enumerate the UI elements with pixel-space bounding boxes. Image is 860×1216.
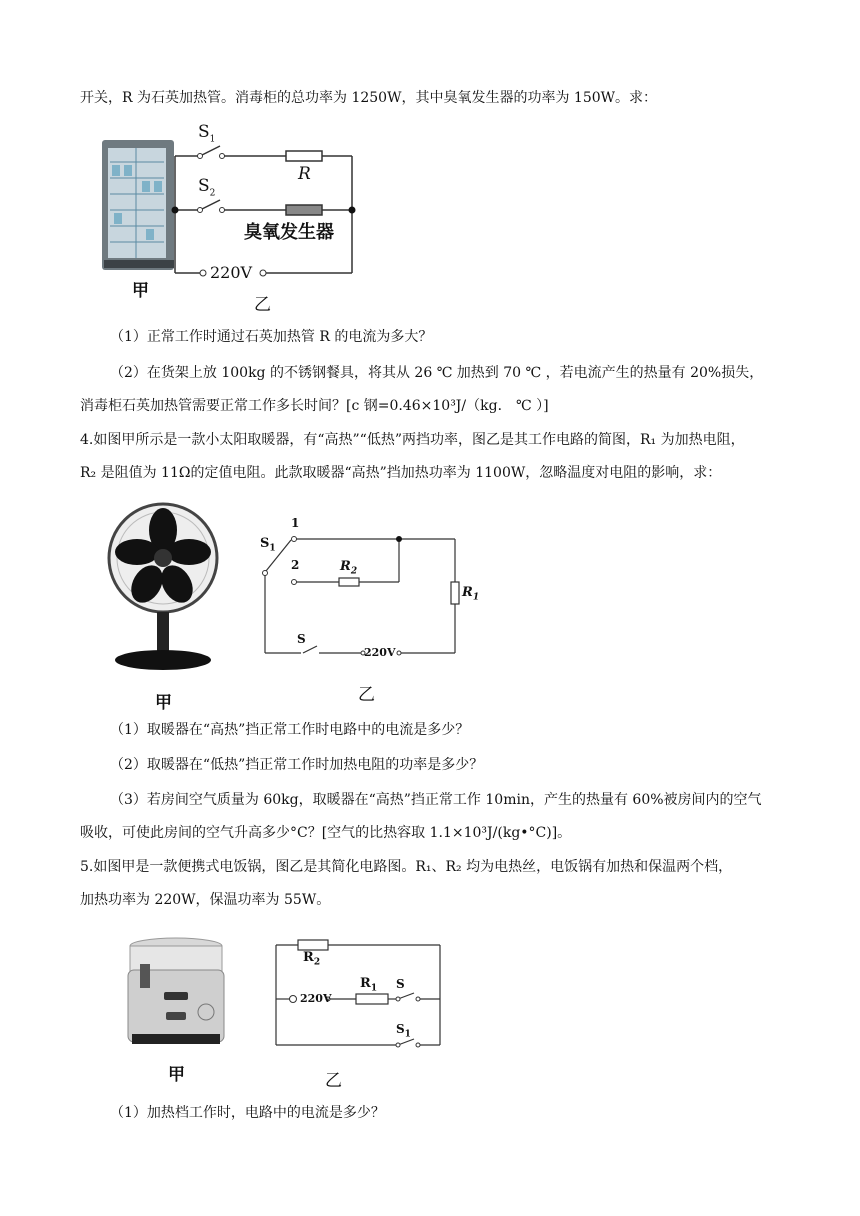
switch-s1-label: $S_1$	[198, 122, 216, 145]
q4-figure-caption-b: 乙	[358, 685, 375, 705]
q3-question-2a: （2）在货架上放 100kg 的不锈钢餐具，将其从 26 ℃ 加热到 70 ℃ ，若电流产生的热量有 20%损失，	[110, 365, 764, 381]
q4-intro-a: 4.如图甲所示是一款小太阳取暖器，有“高热”“低热”两挡功率，图乙是其工作电路的简图，R₁ 为加热电阻，	[80, 432, 745, 448]
q4-r1-label: $R_1$	[462, 585, 480, 603]
q5-switch-s1-label: $S_1$	[396, 1022, 411, 1040]
q5-r1-label: $R_1$	[360, 976, 378, 994]
q4-switch-s1-label: $S_1$	[260, 536, 276, 554]
q5-voltage-label: 220V	[300, 992, 332, 1005]
q4-voltage-label: 220V	[364, 646, 396, 659]
q4-question-1: （1）取暖器在“高热”挡正常工作时电路中的电流是多少？	[110, 722, 470, 738]
q4-position-2-label: 2	[291, 558, 300, 572]
q3-figure-caption-a: 甲	[132, 281, 149, 301]
q4-circuit-diagram	[255, 520, 465, 660]
q4-question-3b: 吸收，可使此房间的空气升高多少°C？[空气的比热容取 1.1×10³J/(kg•°C)]。	[80, 825, 572, 841]
q5-circuit-diagram	[270, 935, 450, 1055]
switch-s2-label: $S_2$	[198, 176, 216, 199]
q3-intro-tail: 开关，R 为石英加热管。消毒柜的总功率为 1250W，其中臭氧发生器的功率为 150W。求：	[80, 90, 658, 106]
voltage-label: 220V	[210, 263, 253, 282]
q5-figure-caption-b: 乙	[325, 1071, 342, 1091]
q4-r2-label: $R_2$	[340, 559, 358, 577]
q4-question-3a: （3）若房间空气质量为 60kg，取暖器在“高热”挡正常工作 10min，产生的热量有 60%被房间内的空气	[110, 792, 762, 808]
q5-intro-b: 加热功率为 220W，保温功率为 55W。	[80, 892, 331, 908]
q4-intro-b: R₂ 是阻值为 11Ω的定值电阻。此款取暖器“高热”挡加热功率为 1100W，忽略温度对电阻的影响，求：	[80, 465, 722, 481]
ozone-generator-label: 臭氧发生器	[244, 222, 334, 243]
q5-switch-s-label: S	[396, 977, 405, 991]
ozone-generator-element	[286, 205, 322, 215]
resistor-r	[286, 151, 322, 161]
q4-figure-caption-a: 甲	[155, 693, 172, 713]
heater-fan-image	[105, 500, 223, 676]
q5-figure-caption-a: 甲	[168, 1065, 185, 1085]
rice-cooker-image	[126, 936, 226, 1052]
q5-r2-label: $R_2$	[303, 950, 321, 968]
q3-figure-caption-b: 乙	[254, 295, 271, 315]
q5-question-1: （1）加热档工作时，电路中的电流是多少？	[110, 1105, 385, 1121]
q4-switch-s-label: S	[297, 632, 306, 646]
q4-position-1-label: 1	[291, 516, 300, 530]
disinfection-cabinet-image	[100, 138, 180, 272]
resistor-r-label: R	[298, 164, 311, 184]
q4-question-2: （2）取暖器在“低热”挡正常工作时加热电阻的功率是多少？	[110, 757, 484, 773]
q3-circuit-diagram	[170, 120, 370, 290]
q5-intro-a: 5.如图甲是一款便携式电饭锅，图乙是其简化电路图。R₁、R₂ 均为电热丝，电饭锅有加热和保温两个档，	[80, 859, 733, 875]
q3-question-2b: 消毒柜石英加热管需要正常工作多长时间？[c 钢=0.46×10³J/（kg． ℃ ）]	[80, 398, 549, 414]
q3-question-1: （1）正常工作时通过石英加热管 R 的电流为多大？	[110, 329, 433, 345]
